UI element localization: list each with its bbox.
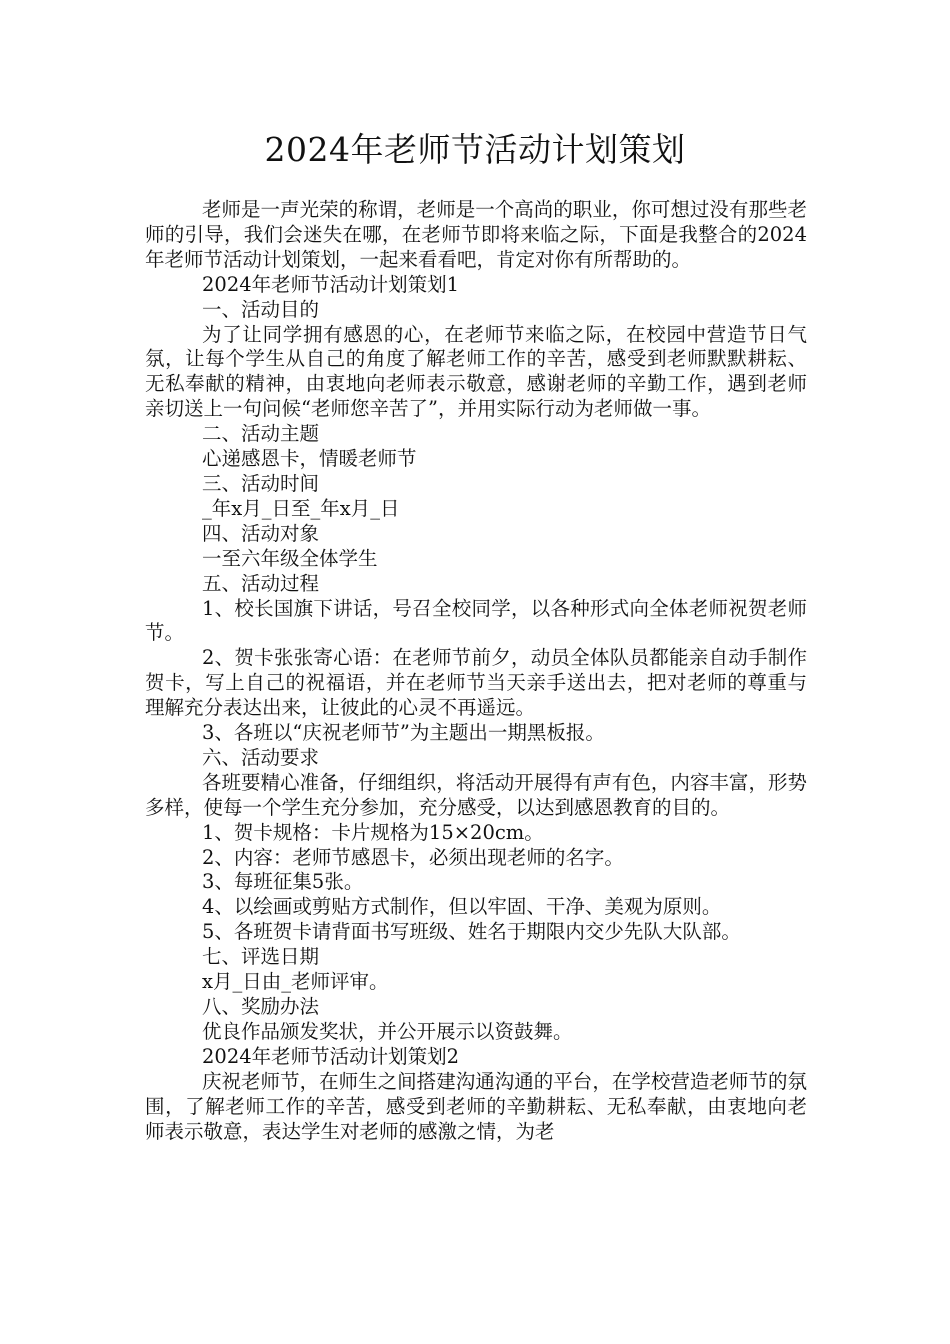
paragraph-activity-theme: 心递感恩卡，情暖老师节 — [202, 447, 417, 471]
paragraph-activity-time: _年x月_日至_年x月_日 — [202, 496, 400, 520]
process-item-2: 2、贺卡张张寄心语：在老师节前夕，动员全体队员都能亲自动手制作贺卡，写上自己的祝福语，并在老师节当天亲手送出去，把对老师的尊重与理解充分表达出来，让彼此的心灵不再遥远。 — [145, 646, 807, 720]
heading-activity-theme: 二、活动主题 — [202, 422, 320, 446]
requirement-item-4: 4、以绘画或剪贴方式制作，但以牢固、干净、美观为原则。 — [202, 895, 722, 919]
requirement-item-1: 1、贺卡规格：卡片规格为15×20cm。 — [202, 820, 544, 844]
heading-activity-requirements: 六、活动要求 — [202, 745, 320, 769]
document-title: 2024年老师节活动计划策划 — [264, 130, 686, 169]
process-item-3: 3、各班以“庆祝老师节”为主题出一期黑板报。 — [202, 721, 605, 745]
section-heading-plan-2: 2024年老师节活动计划策划2 — [202, 1044, 460, 1068]
paragraph-selection-date: x月_日由_老师评审。 — [202, 970, 389, 994]
section-heading-plan-1: 2024年老师节活动计划策划1 — [202, 272, 460, 296]
heading-activity-purpose: 一、活动目的 — [202, 297, 320, 321]
paragraph-activity-requirements: 各班要精心准备，仔细组织，将活动开展得有声有色，内容丰富，形势多样，使每一个学生充分参加，充分感受，以达到感恩教育的目的。 — [145, 770, 807, 819]
heading-award-method: 八、奖励办法 — [202, 995, 320, 1018]
intro-paragraph: 老师是一声光荣的称谓，老师是一个高尚的职业，你可想过没有那些老师的引导，我们会迷失在哪，在老师节即将来临之际，下面是我整合的2024年老师节活动计划策划，一起来看看吧，肯定对你有所帮助的。 — [145, 198, 807, 271]
paragraph-activity-target: 一至六年级全体学生 — [202, 546, 378, 570]
paragraph-plan-2-intro: 庆祝老师节，在师生之间搭建沟通沟通的平台，在学校营造老师节的氛围，了解老师工作的辛苦，感受到老师的辛勤耕耘、无私奉献，由衷地向老师表示敬意，表达学生对老师的感激之情，为老 — [145, 1069, 807, 1143]
requirement-item-5: 5、各班贺卡请背面书写班级、姓名于期限内交少先队大队部。 — [202, 920, 741, 944]
heading-selection-date: 七、评选日期 — [202, 945, 320, 969]
document-body — [145, 198, 807, 1144]
requirement-item-2: 2、内容：老师节感恩卡，必须出现老师的名字。 — [202, 845, 624, 869]
heading-activity-target: 四、活动对象 — [202, 521, 320, 545]
heading-activity-time: 三、活动时间 — [202, 471, 320, 495]
process-item-1: 1、校长国旗下讲话，号召全校同学，以各种形式向全体老师祝贺老师节。 — [145, 596, 807, 645]
heading-activity-process: 五、活动过程 — [202, 571, 320, 595]
paragraph-award-method: 优良作品颁发奖状，并公开展示以资鼓舞。 — [202, 1019, 573, 1043]
requirement-item-3: 3、每班征集5张。 — [202, 870, 364, 894]
paragraph-activity-purpose: 为了让同学拥有感恩的心，在老师节来临之际，在校园中营造节日气氛，让每个学生从自己的角度了解老师工作的辛苦，感受到老师默默耕耘、无私奉献的精神，由衷地向老师表示敬意，感谢老师的辛勤工作，遇到老师亲切送上一句问候“老师您辛苦了”，并用实际行动为老师做一事。 — [145, 322, 807, 421]
